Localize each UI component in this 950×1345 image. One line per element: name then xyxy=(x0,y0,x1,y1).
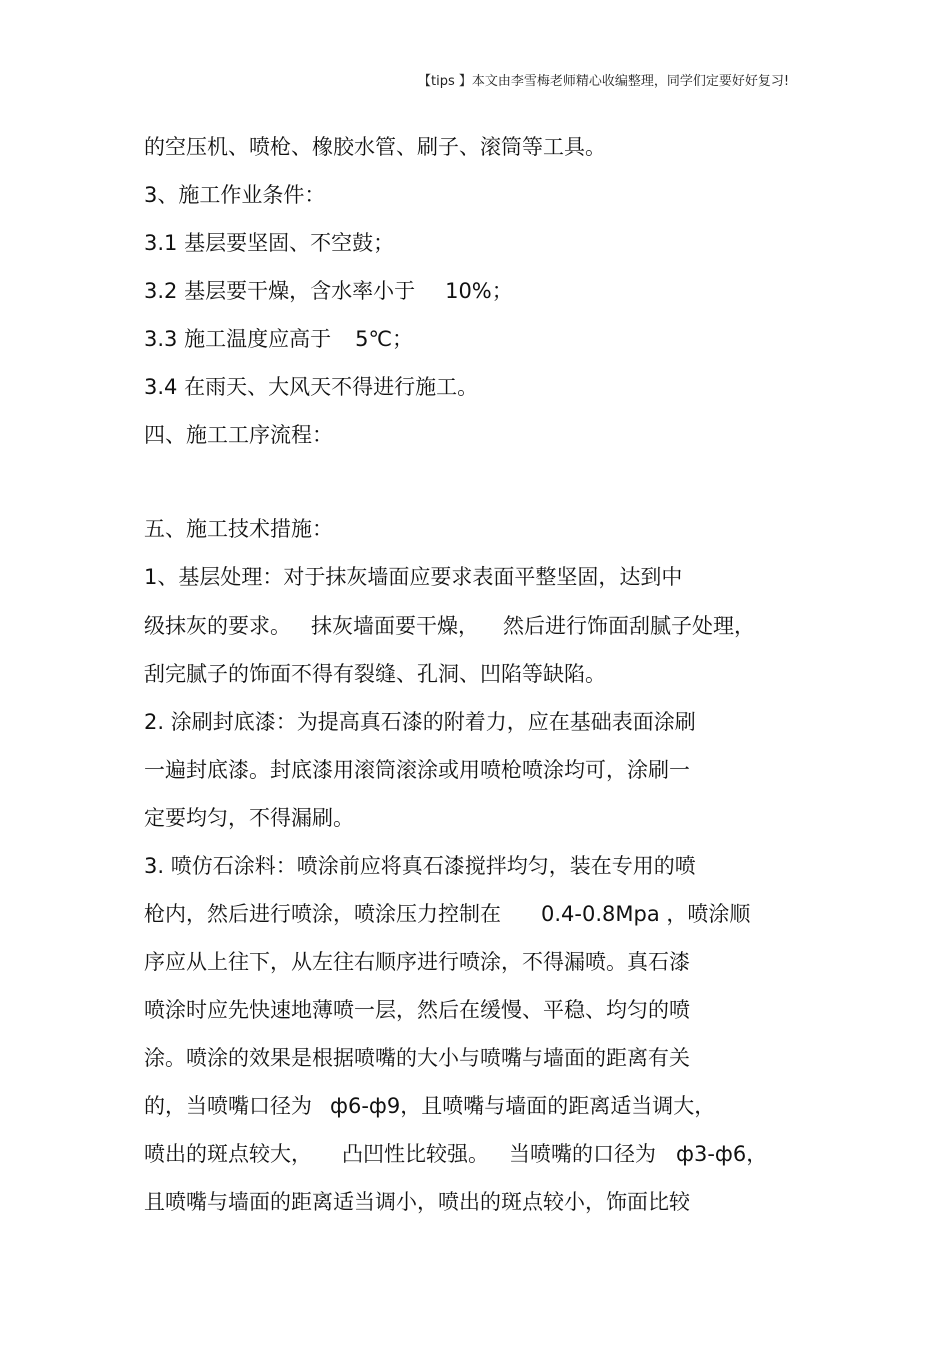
text-line xyxy=(144,228,394,258)
text-line xyxy=(144,611,755,641)
text-fragment: 的空压机、喷枪、橡胶水管、刷子、滚筒等工具。 xyxy=(144,135,606,159)
text-line xyxy=(144,707,696,737)
text-fragment: 的，当喷嘴口径为 xyxy=(144,1094,312,1118)
text-line xyxy=(144,372,478,402)
text-fragment: 1、基层处理：对于抹灰墙面应要求表面平整坚固，达到中 xyxy=(144,565,683,589)
text-line xyxy=(144,659,606,689)
text-fragment: 3、施工作业条件： xyxy=(144,183,326,207)
text-line xyxy=(144,1043,690,1073)
text-fragment: 3.4 在雨天、大风天不得进行施工。 xyxy=(144,375,479,399)
section-heading xyxy=(144,180,325,210)
text-fragment: 然后进行饰面刮腻子处理， xyxy=(503,614,755,638)
text-fragment: 5℃； xyxy=(355,327,414,351)
text-line xyxy=(144,899,750,929)
text-line xyxy=(144,851,696,881)
text-fragment: 且喷嘴与墙面的距离适当调小，喷出的斑点较小，饰面比较 xyxy=(144,1190,690,1214)
section-heading xyxy=(144,514,333,544)
text-fragment: 抹灰墙面要干燥， xyxy=(311,614,479,638)
section-heading xyxy=(144,420,333,450)
text-fragment: ф3-ф6， xyxy=(676,1142,768,1166)
text-fragment: 级抹灰的要求。 xyxy=(144,614,291,638)
text-line xyxy=(144,1139,767,1169)
text-fragment: 3. 喷仿石涂料：喷涂前应将真石漆搅拌均匀，装在专用的喷 xyxy=(144,854,696,878)
text-fragment: 刮完腻子的饰面不得有裂缝、孔洞、凹陷等缺陷。 xyxy=(144,662,606,686)
text-fragment: 3.1 基层要坚固、不空鼓； xyxy=(144,231,395,255)
text-fragment: 3.2 基层要干燥，含水率小于 xyxy=(144,279,416,303)
text-fragment: 3.3 施工温度应高于 xyxy=(144,327,332,351)
text-fragment: 当喷嘴的口径为 xyxy=(509,1142,656,1166)
text-line xyxy=(144,755,690,785)
text-fragment: ф6-ф9，且喷嘴与墙面的距离适当调大， xyxy=(330,1094,716,1118)
text-line xyxy=(144,1187,690,1217)
text-fragment: 枪内，然后进行喷涂，喷涂压力控制在 xyxy=(144,902,501,926)
text-line xyxy=(144,1091,715,1121)
text-fragment: 四、施工工序流程： xyxy=(144,423,333,447)
text-line xyxy=(144,995,690,1025)
text-fragment: 五、施工技术措施： xyxy=(144,517,333,541)
text-fragment: 定要均匀，不得漏刷。 xyxy=(144,806,354,830)
text-fragment: 喷涂时应先快速地薄喷一层，然后在缓慢、平稳、均匀的喷 xyxy=(144,998,690,1022)
text-line xyxy=(144,947,690,977)
text-line xyxy=(144,562,682,592)
text-fragment: 凸凹性比较强。 xyxy=(342,1142,489,1166)
text-fragment: 10%； xyxy=(445,279,513,303)
text-line xyxy=(144,324,413,354)
text-line xyxy=(144,803,354,833)
text-fragment: 2. 涂刷封底漆：为提高真石漆的附着力，应在基础表面涂刷 xyxy=(144,710,696,734)
text-line xyxy=(144,132,606,162)
text-line xyxy=(144,276,513,306)
text-fragment: 序应从上往下，从左往右顺序进行喷涂，不得漏喷。真石漆 xyxy=(144,950,690,974)
text-fragment: 0.4-0.8Mpa ，喷涂顺 xyxy=(541,902,751,926)
text-fragment: 涂。喷涂的效果是根据喷嘴的大小与喷嘴与墙面的距离有关 xyxy=(144,1046,690,1070)
text-fragment: 一遍封底漆。封底漆用滚筒滚涂或用喷枪喷涂均可，涂刷一 xyxy=(144,758,690,782)
page-header-note: 【tips 】本文由李雪梅老师精心收编整理，同学们定要好好复习! xyxy=(418,74,790,89)
text-fragment: 喷出的斑点较大， xyxy=(144,1142,312,1166)
